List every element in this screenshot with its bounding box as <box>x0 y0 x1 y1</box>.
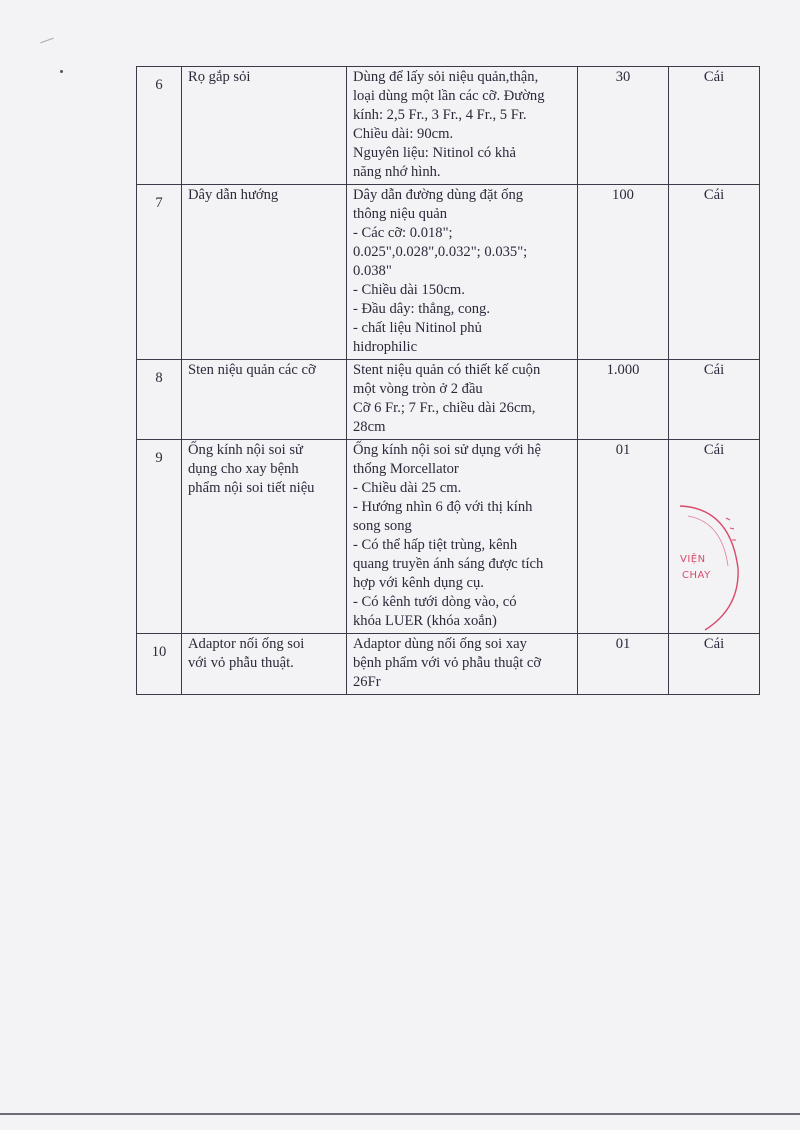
description-line: kính: 2,5 Fr., 3 Fr., 4 Fr., 5 Fr. <box>353 107 527 123</box>
stamp-text-line-1: VIỆN <box>680 554 706 565</box>
unit-cell: Cái <box>669 440 760 634</box>
row-number-cell: 6 <box>137 67 182 185</box>
quantity-cell: 01 <box>578 634 669 695</box>
row-number-cell: 7 <box>137 185 182 360</box>
description-line: năng nhớ hình. <box>353 164 441 180</box>
table-row <box>137 185 760 360</box>
item-name-line: với vỏ phẫu thuật. <box>188 655 294 671</box>
description-line: song song <box>353 518 412 534</box>
item-name-line: Sten niệu quản các cỡ <box>188 362 316 378</box>
unit-cell: Cái <box>669 634 760 695</box>
description-line: hợp với kênh dụng cụ. <box>353 575 484 591</box>
table-row <box>137 634 760 695</box>
description-line: - Đầu dây: thẳng, cong. <box>353 301 490 317</box>
item-description-cell <box>347 440 578 634</box>
item-name-line: Dây dẫn hướng <box>188 187 279 203</box>
quantity-cell: 100 <box>578 185 669 360</box>
row-number-cell: 9 <box>137 440 182 634</box>
item-name-line: Rọ gắp sỏi <box>188 69 251 85</box>
description-line: - Chiều dài 25 cm. <box>353 480 462 496</box>
quantity-cell: 30 <box>578 67 669 185</box>
item-description-cell <box>347 67 578 185</box>
item-description-cell <box>347 185 578 360</box>
item-description-cell <box>347 360 578 440</box>
description-line: - chất liệu Nitinol phủ <box>353 320 482 336</box>
description-line: hidrophilic <box>353 339 418 355</box>
description-line: 0.038" <box>353 263 392 279</box>
item-name-cell <box>182 440 347 634</box>
table-row <box>137 67 760 185</box>
description-line: Ống kính nội soi sử dụng với hệ <box>353 442 541 458</box>
item-name-line: Ống kính nội soi sử <box>188 442 303 458</box>
description-line: - Hướng nhìn 6 độ với thị kính <box>353 499 533 515</box>
scan-speck <box>60 70 63 73</box>
description-line: Nguyên liệu: Nitinol có khả <box>353 145 516 161</box>
unit-cell: Cái <box>669 185 760 360</box>
row-number-cell: 10 <box>137 634 182 695</box>
quantity-cell: 1.000 <box>578 360 669 440</box>
description-line: bệnh phẩm với vỏ phẫu thuật cỡ <box>353 655 542 671</box>
table-row <box>137 360 760 440</box>
description-line: Stent niệu quản có thiết kế cuộn <box>353 362 541 378</box>
item-name-line: phẩm nội soi tiết niệu <box>188 480 315 496</box>
stamp-text-line-2: CHAY <box>682 570 711 581</box>
description-line: Adaptor dùng nối ống soi xay <box>353 636 527 652</box>
scan-mark <box>40 38 53 44</box>
description-line: loại dùng một lần các cỡ. Đường <box>353 88 545 104</box>
description-line: Chiều dài: 90cm. <box>353 126 454 142</box>
description-line: - Các cỡ: 0.018"; <box>353 225 453 241</box>
item-name-cell <box>182 360 347 440</box>
description-line: một vòng tròn ở 2 đầu <box>353 381 483 397</box>
description-line: Dây dẫn đường dùng đặt ống <box>353 187 524 203</box>
item-name-cell <box>182 634 347 695</box>
description-line: - Có thể hấp tiệt trùng, kênh <box>353 537 518 553</box>
description-line: Cỡ 6 Fr.; 7 Fr., chiều dài 26cm, <box>353 400 536 416</box>
page-bottom-edge <box>0 1113 800 1115</box>
item-name-line: dụng cho xay bệnh <box>188 461 299 477</box>
description-line: thông niệu quản <box>353 206 448 222</box>
description-line: quang truyền ánh sáng được tích <box>353 556 544 572</box>
row-number-cell: 8 <box>137 360 182 440</box>
description-line: khóa LUER (khóa xoắn) <box>353 613 497 629</box>
unit-cell: Cái <box>669 360 760 440</box>
item-name-line: Adaptor nối ống soi <box>188 636 305 652</box>
description-line: thống Morcellator <box>353 461 459 477</box>
item-name-cell <box>182 67 347 185</box>
quantity-cell: 01 <box>578 440 669 634</box>
description-line: 0.025",0.028",0.032"; 0.035"; <box>353 244 528 260</box>
description-line: 28cm <box>353 419 386 435</box>
description-line: Dùng để lấy sỏi niệu quản,thận, <box>353 69 539 85</box>
item-name-cell <box>182 185 347 360</box>
unit-cell: Cái <box>669 67 760 185</box>
item-description-cell <box>347 634 578 695</box>
description-line: 26Fr <box>353 674 381 690</box>
description-line: - Có kênh tưới dòng vào, có <box>353 594 517 610</box>
red-seal-stamp <box>660 488 750 638</box>
description-line: - Chiều dài 150cm. <box>353 282 465 298</box>
